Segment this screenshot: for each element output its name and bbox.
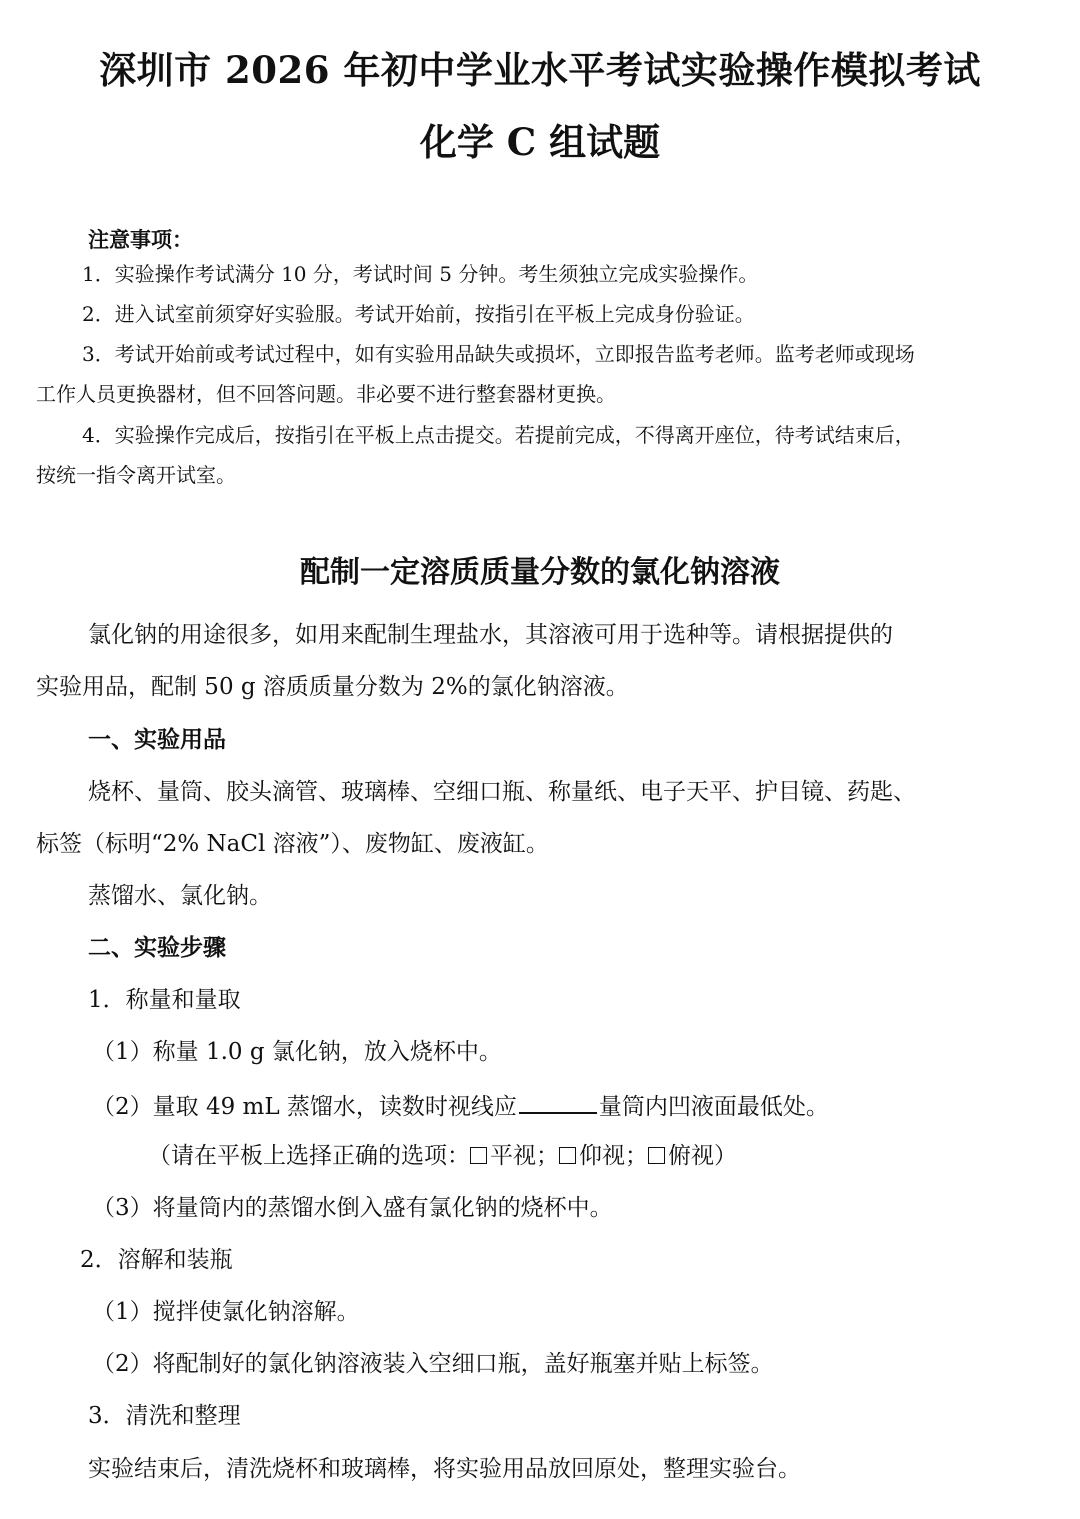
option-2-label: 仰视 bbox=[579, 1143, 625, 1169]
step2-1: （1）搅拌使氯化钠溶解。 bbox=[92, 1299, 360, 1325]
option-separator: ； bbox=[625, 1143, 648, 1169]
step1-2-after: 量筒内凹液面最低处。 bbox=[598, 1094, 829, 1120]
answer-blank bbox=[519, 1090, 597, 1114]
step1-heading: 1．称量和量取 bbox=[88, 987, 241, 1013]
step1-2 bbox=[92, 1090, 829, 1122]
notice-item-2 bbox=[36, 302, 1046, 326]
step1-3: （3）将量筒内的蒸馏水倒入盛有氯化钠的烧杯中。 bbox=[92, 1195, 613, 1221]
option-3-label: 俯视 bbox=[668, 1143, 714, 1169]
section-steps-heading: 二、实验步骤 bbox=[88, 934, 226, 961]
step3-text: 实验结束后，清洗烧杯和玻璃棒，将实验用品放回原处，整理实验台。 bbox=[88, 1456, 801, 1482]
notice-item-3 bbox=[36, 342, 1046, 406]
option-separator: ； bbox=[536, 1143, 559, 1169]
page-title: 深圳市 2026 年初中学业水平考试实验操作模拟考试 bbox=[99, 48, 981, 92]
intro-line-2: 实验用品，配制 50 g 溶质质量分数为 2%的氯化钠溶液。 bbox=[36, 674, 629, 700]
page-subtitle: 化学 C 组试题 bbox=[419, 120, 661, 164]
experiment-title: 配制一定溶质质量分数的氯化钠溶液 bbox=[300, 555, 780, 590]
checkbox-option-2[interactable] bbox=[559, 1147, 576, 1164]
step2-2: （2）将配制好的氯化钠溶液装入空细口瓶，盖好瓶塞并贴上标签。 bbox=[92, 1351, 774, 1377]
section-supplies-heading: 一、实验用品 bbox=[88, 726, 226, 753]
notice-item-4 bbox=[36, 423, 1046, 487]
supplies-line-2: 标签（标明“2% NaCl 溶液”）、废物缸、废液缸。 bbox=[36, 831, 549, 857]
supplies-line-1: 烧杯、量筒、胶头滴管、玻璃棒、空细口瓶、称量纸、电子天平、护目镜、药匙、 bbox=[88, 779, 916, 805]
step1-2-before: （2）量取 49 mL 蒸馏水，读数时视线应 bbox=[92, 1094, 517, 1120]
notice-item-1-text: 1．实验操作考试满分 10 分，考试时间 5 分钟。考生须独立完成实验操作。 bbox=[82, 262, 759, 286]
notice-item-3-line1: 3．考试开始前或考试过程中，如有实验用品缺失或损坏，立即报告监考老师。监考老师或现场 bbox=[82, 342, 915, 366]
notice-item-2-text: 2．进入试室前须穿好实验服。考试开始前，按指引在平板上完成身份验证。 bbox=[82, 302, 755, 326]
checkbox-option-3[interactable] bbox=[648, 1147, 665, 1164]
notice-item-1 bbox=[36, 262, 1046, 286]
hint-prefix: （请在平板上选择正确的选项： bbox=[148, 1143, 470, 1169]
hint-suffix: ） bbox=[714, 1143, 737, 1169]
notice-item-4-line2: 按统一指令离开试室。 bbox=[36, 463, 236, 487]
option-1-label: 平视 bbox=[490, 1143, 536, 1169]
step2-heading: 2．溶解和装瓶 bbox=[80, 1247, 233, 1273]
notice-heading: 注意事项： bbox=[88, 227, 193, 252]
intro-line-1: 氯化钠的用途很多，如用来配制生理盐水，其溶液可用于选种等。请根据提供的 bbox=[88, 622, 893, 648]
reagents-line: 蒸馏水、氯化钠。 bbox=[88, 883, 272, 909]
notice-item-3-line2: 工作人员更换器材，但不回答问题。非必要不进行整套器材更换。 bbox=[36, 382, 616, 406]
answer-options-hint bbox=[148, 1141, 737, 1171]
step3-heading: 3．清洗和整理 bbox=[88, 1403, 241, 1429]
notice-item-4-line1: 4．实验操作完成后，按指引在平板上点击提交。若提前完成，不得离开座位，待考试结束后， bbox=[82, 423, 915, 447]
step1-1: （1）称量 1.0 g 氯化钠，放入烧杯中。 bbox=[92, 1039, 502, 1065]
checkbox-option-1[interactable] bbox=[470, 1147, 487, 1164]
